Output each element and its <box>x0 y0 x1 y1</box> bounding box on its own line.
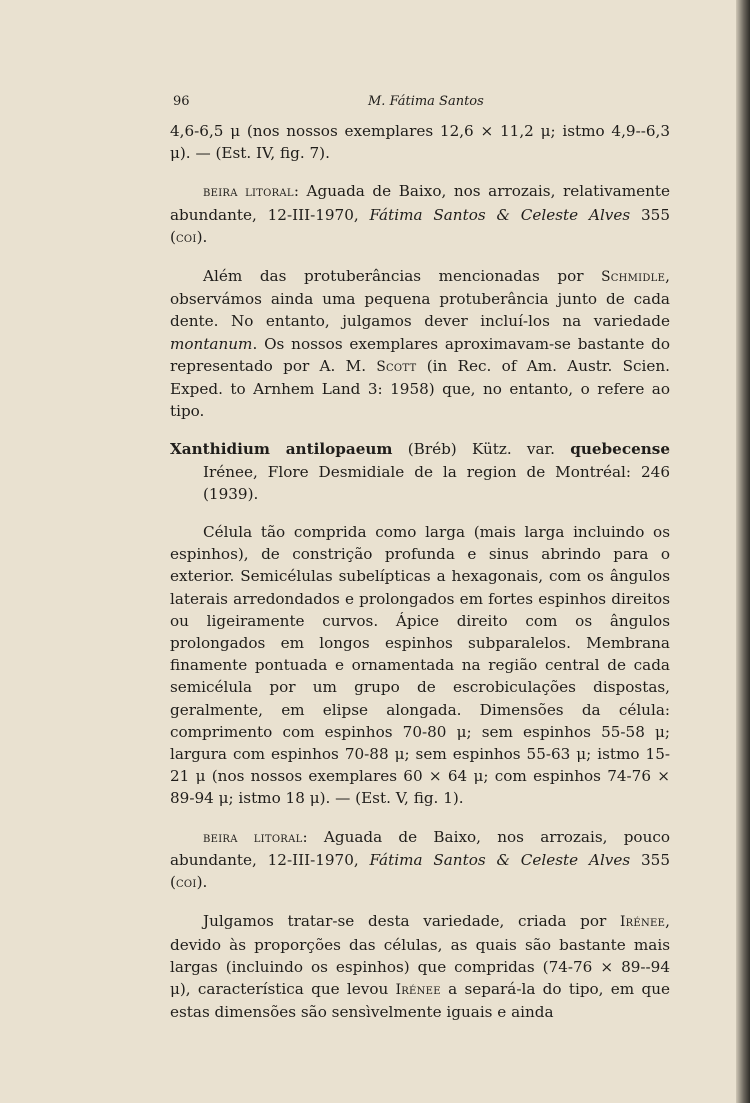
paragraph-text: . Os nossos exemplares aproximavam-se bastante do representado por A. M. <box>170 334 670 375</box>
paragraph-text: : Aguada de Baixo, nos arrozais, relativamente abundante, 12-III-1970, <box>170 182 671 224</box>
taxon-name: Xanthidium antilopaeum <box>170 440 393 459</box>
paragraph-text: : Aguada de Baixo, nos arrozais, pouco abundante, 12-III-1970, <box>170 827 670 869</box>
collectors: Fátima Santos & Celeste Alves <box>369 205 631 224</box>
paragraph-description <box>170 521 670 810</box>
paragraph-text: a separá-la do tipo, em que estas dimensões são sensìvelmente iguais e ainda <box>170 979 670 1022</box>
author-name: Scott <box>376 358 417 375</box>
author-name: Irénee <box>619 914 666 931</box>
paragraph-text: Além das protuberâncias mencionadas por <box>203 267 602 286</box>
herbarium-code: coi <box>175 229 197 246</box>
paragraph-text: (in Rec. of Am. Austr. Scien. Exped. to Arnhem Land 3: 1958) que, no entanto, o refere ao tipo. <box>170 356 670 421</box>
paragraph-discussion-2 <box>170 910 670 1023</box>
taxon-heading <box>170 438 670 505</box>
paragraph-locality-1 <box>170 180 670 249</box>
collectors: Fátima Santos & Celeste Alves <box>369 850 631 869</box>
running-head-author: M. Fátima Santos <box>368 94 484 109</box>
running-head <box>170 94 670 116</box>
paragraph-text: 355 ( <box>170 205 670 246</box>
paragraph-text: 4,6-6,5 μ (nos nossos exemplares 12,6 × 11,2 μ; istmo 4,9--6,3 μ). — (Est. IV, fig. 7). <box>170 122 670 163</box>
paragraph-text: ). <box>196 873 208 892</box>
region-label: beira litoral <box>203 184 294 201</box>
paragraph-text: Julgamos tratar-se desta variedade, criada por <box>203 912 620 931</box>
taxon-variety: quebecense <box>570 440 670 459</box>
region-label: beira litoral <box>203 829 303 846</box>
paragraph-text: , devido às proporções das células, as quais são bastante mais largas (incluindo os espinhos) que compridas (74-76 × 89--94 μ), característica que levou <box>170 912 670 998</box>
page-number: 96 <box>173 94 190 109</box>
author-name: Schmidle <box>601 269 666 286</box>
paragraph-locality-2 <box>170 826 670 895</box>
paragraph-dimensions-continued <box>170 120 670 164</box>
paragraph-text: Célula tão comprida como larga (mais larga incluindo os espinhos), de constrição profunda e sinus abrindo para o exterior. Semicélulas subelípticas a hexagonais, com os ângulos laterais arredondados e prolongados em fortes espinhos direitos ou ligeiramente curvos. Ápice direito com os ângulos prolongados em longos espinhos subparalelos. Membrana finamente pontuada e ornamentada na região central de cada semicélula por um grupo de escrobiculações dispostas, geralmente, em elipse alongada. Dimensões da célula: comprimento com espinhos 70-80 μ; sem espinhos 55-58 μ; largura com espinhos 70-88 μ; sem espinhos 55-63 μ; istmo 15-21 μ (nos nossos exemplares 60 × 64 μ; com espinhos 74-76 × 89-94 μ; istmo 18 μ). — (Est. V, fig. 1). <box>170 523 670 808</box>
page-edge-shadow <box>736 0 750 1103</box>
variety-name: montanum <box>170 334 253 353</box>
paragraph-text: Irénee, Flore Desmidiale de la region de Montréal: 246 (1939). <box>203 462 670 503</box>
author-name: Irénee <box>395 981 441 998</box>
paragraph-text: 355 ( <box>170 850 670 892</box>
paragraph-discussion-1 <box>170 265 670 422</box>
paragraph-text: (Bréb) Kütz. var. <box>392 440 571 459</box>
paragraph-text: , observámos ainda uma pequena protuberância junto de cada dente. No entanto, julgamos dever incluí-los na variedade <box>170 267 670 331</box>
herbarium-code: coi <box>175 875 197 892</box>
paragraph-text: ). <box>196 227 208 246</box>
book-page <box>170 94 670 1023</box>
